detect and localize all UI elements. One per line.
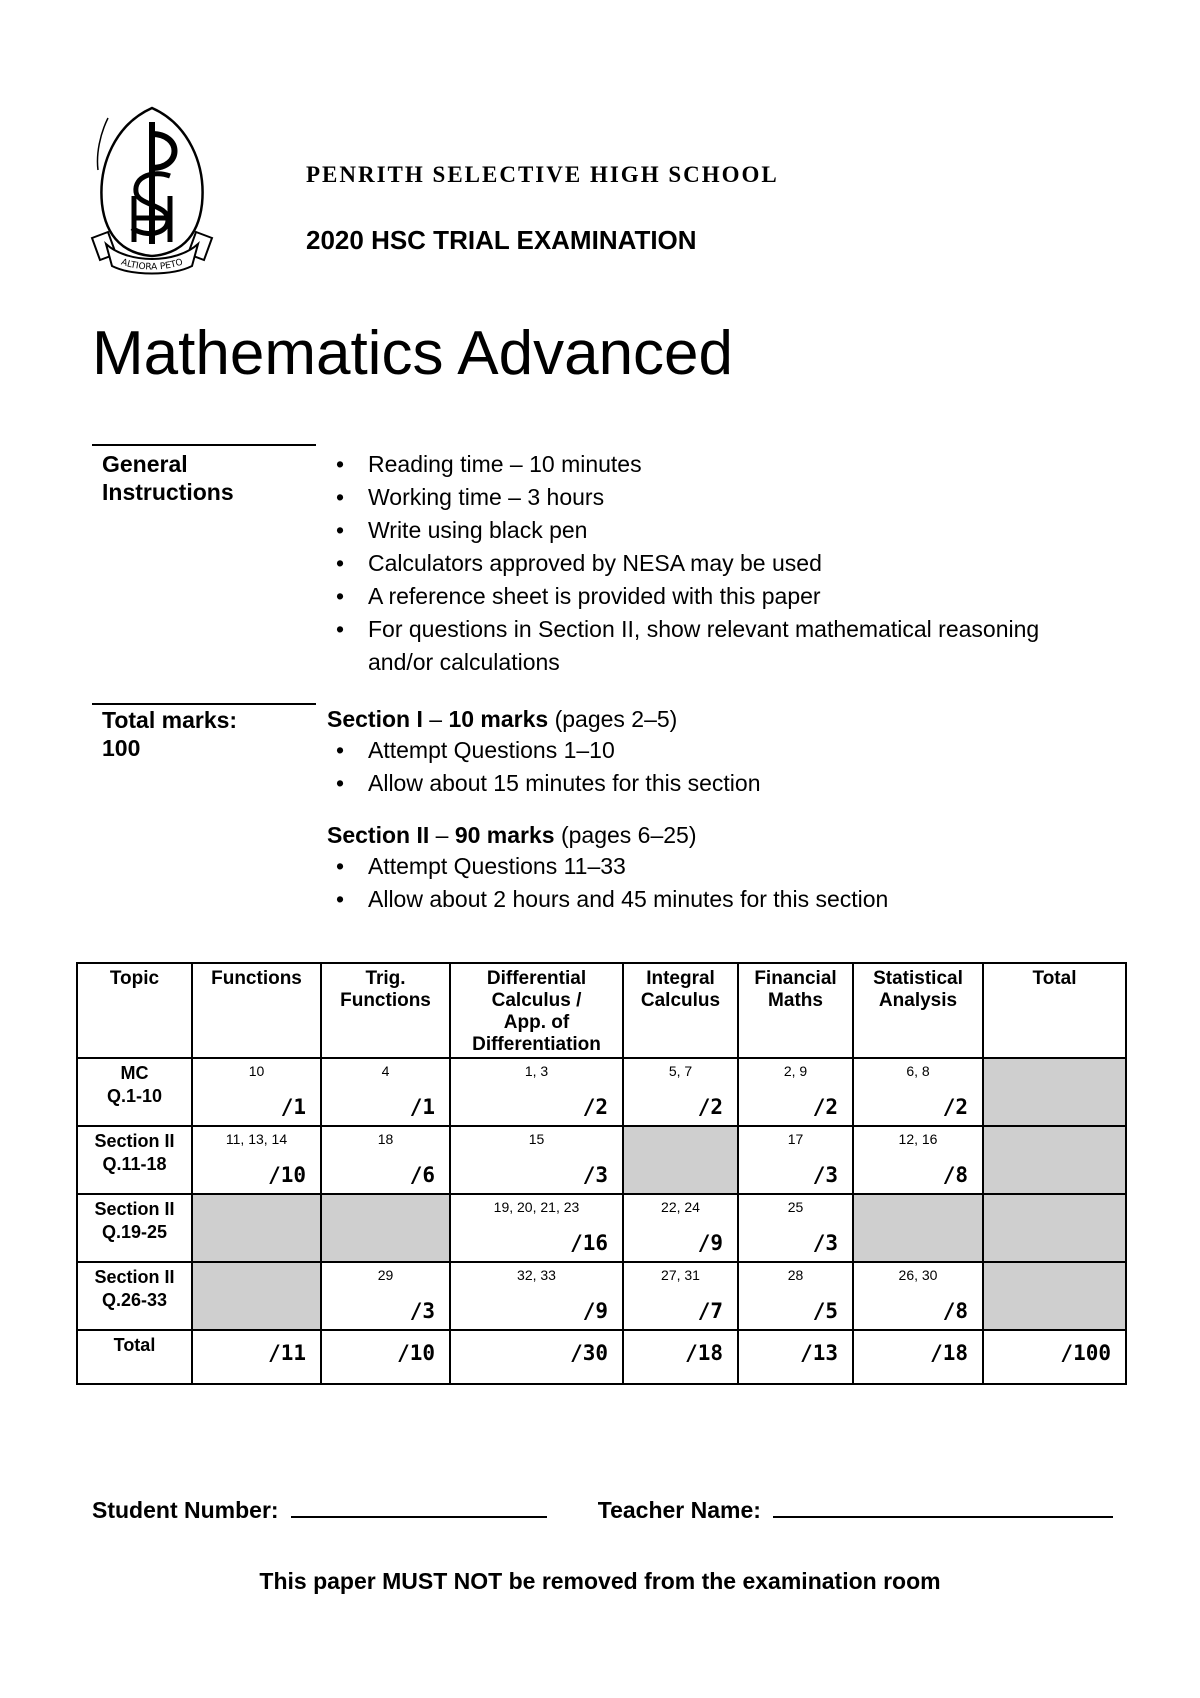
marks-value: /10 (397, 1341, 435, 1365)
shaded-cell (192, 1194, 321, 1262)
question-numbers (451, 1331, 622, 1335)
marks-value: /3 (582, 1163, 608, 1187)
question-numbers: 2, 9 (783, 1063, 808, 1079)
marks-value: /11 (268, 1341, 306, 1365)
marks-value: /8 (942, 1163, 968, 1187)
shaded-cell (983, 1194, 1126, 1262)
marks-value: /9 (697, 1231, 723, 1255)
exam-title: 2020 HSC TRIAL EXAMINATION (306, 225, 697, 255)
student-number-label: Student Number: (92, 1497, 279, 1523)
marks-cell (983, 1330, 1126, 1384)
marks-cell (450, 1194, 623, 1262)
section-1-heading: Section I – 10 marks (pages 2–5) (327, 706, 678, 732)
question-numbers: 25 (787, 1199, 804, 1215)
shaded-cell (192, 1262, 321, 1330)
question-numbers: 15 (528, 1131, 545, 1147)
instruction-item-continuation: and/or calculations (368, 649, 560, 675)
instruction-item: • Working time – 3 hours (330, 481, 1130, 514)
exam-room-notice: This paper MUST NOT be removed from the examination room (259, 1568, 941, 1594)
student-number-field[interactable] (291, 1498, 547, 1518)
marks-value: /18 (685, 1341, 723, 1365)
marks-value: /30 (570, 1341, 608, 1365)
marks-cell (321, 1126, 450, 1194)
teacher-name-label: Teacher Name: (597, 1497, 761, 1523)
question-numbers (739, 1331, 852, 1335)
column-header: Differential Calculus / App. of Differentiation (450, 963, 623, 1058)
column-header: Trig. Functions (321, 963, 450, 1058)
marks-cell (738, 1058, 853, 1126)
marks-cell (450, 1126, 623, 1194)
marks-value: /7 (697, 1299, 723, 1323)
question-numbers (984, 1331, 1125, 1335)
footer-fields (92, 1497, 1113, 1524)
marks-value: /2 (582, 1095, 608, 1119)
marks-cell (321, 1262, 450, 1330)
row-label: Section II Q.19-25 (77, 1194, 192, 1262)
marks-value: /3 (409, 1299, 435, 1323)
column-header: Financial Maths (738, 963, 853, 1058)
marks-value: /18 (930, 1341, 968, 1365)
table-row (77, 1330, 1126, 1384)
topic-marks-table (76, 962, 1127, 1385)
question-numbers (193, 1331, 320, 1335)
question-numbers: 1, 3 (524, 1063, 549, 1079)
marks-value: /2 (942, 1095, 968, 1119)
question-numbers: 10 (248, 1063, 265, 1079)
marks-value: /5 (812, 1299, 838, 1323)
marks-value: /6 (409, 1163, 435, 1187)
marks-cell (192, 1330, 321, 1384)
row-label: MC Q.1-10 (77, 1058, 192, 1126)
section-1-list (330, 734, 1130, 800)
marks-value: /9 (582, 1299, 608, 1323)
table-row (77, 1194, 1126, 1262)
marks-cell (321, 1330, 450, 1384)
marks-cell (192, 1126, 321, 1194)
marks-cell (853, 1126, 983, 1194)
marks-value: /13 (800, 1341, 838, 1365)
shaded-cell (623, 1126, 738, 1194)
subject-title: Mathematics Advanced (92, 319, 734, 388)
marks-value: /3 (812, 1163, 838, 1187)
question-numbers (854, 1331, 982, 1335)
instruction-item: • Reading time – 10 minutes (330, 448, 1130, 481)
shaded-cell (983, 1262, 1126, 1330)
marks-value: /1 (280, 1095, 306, 1119)
section-2-item: • Attempt Questions 11–33 (330, 850, 1130, 883)
column-header: Functions (192, 963, 321, 1058)
row-label: Section II Q.26-33 (77, 1262, 192, 1330)
section-1-item: • Allow about 15 minutes for this section (330, 767, 1130, 800)
marks-cell (623, 1262, 738, 1330)
school-name: PENRITH SELECTIVE HIGH SCHOOL (306, 162, 779, 187)
question-numbers: 18 (377, 1131, 394, 1147)
table-row (77, 1126, 1126, 1194)
question-numbers: 5, 7 (668, 1063, 693, 1079)
question-numbers: 19, 20, 21, 23 (493, 1199, 580, 1215)
marks-value: /16 (570, 1231, 608, 1255)
instruction-item: • Write using black pen (330, 514, 1130, 547)
marks-cell (738, 1330, 853, 1384)
marks-cell (623, 1330, 738, 1384)
marks-cell (450, 1262, 623, 1330)
shaded-cell (853, 1194, 983, 1262)
instruction-item: • For questions in Section II, show relevant mathematical reasoning (330, 613, 1130, 646)
question-numbers: 11, 13, 14 (225, 1131, 288, 1147)
school-crest-logo (88, 104, 216, 276)
question-numbers: 28 (787, 1267, 804, 1283)
question-numbers: 26, 30 (898, 1267, 938, 1283)
marks-cell (853, 1058, 983, 1126)
marks-cell (321, 1058, 450, 1126)
shaded-cell (983, 1058, 1126, 1126)
column-header: Statistical Analysis (853, 963, 983, 1058)
marks-cell (623, 1194, 738, 1262)
marks-value: /8 (942, 1299, 968, 1323)
column-header: Topic (77, 963, 192, 1058)
marks-cell (450, 1058, 623, 1126)
crest-motto: ALTIORA PETO (119, 257, 185, 273)
section-2-heading: Section II – 90 marks (pages 6–25) (327, 822, 697, 848)
section-2-item: • Allow about 2 hours and 45 minutes for this section (330, 883, 1130, 916)
marks-cell (853, 1330, 983, 1384)
question-numbers: 29 (377, 1267, 394, 1283)
marks-cell (623, 1058, 738, 1126)
instruction-item: • A reference sheet is provided with this paper (330, 580, 1130, 613)
table-header-row (77, 963, 1126, 1058)
marks-value: /3 (812, 1231, 838, 1255)
question-numbers: 32, 33 (517, 1267, 556, 1283)
shaded-cell (983, 1126, 1126, 1194)
question-numbers: 4 (381, 1063, 390, 1079)
general-instructions-list (330, 448, 1130, 679)
marks-cell (738, 1126, 853, 1194)
general-instructions-label: General Instructions (102, 451, 234, 505)
table-row (77, 1262, 1126, 1330)
marks-value: /1 (409, 1095, 435, 1119)
total-marks-rule (92, 703, 316, 705)
question-numbers: 17 (787, 1131, 804, 1147)
instruction-item: • Calculators approved by NESA may be used (330, 547, 1130, 580)
question-numbers: 22, 24 (661, 1199, 700, 1215)
column-header: Integral Calculus (623, 963, 738, 1058)
section-1-item: • Attempt Questions 1–10 (330, 734, 1130, 767)
shaded-cell (321, 1194, 450, 1262)
instructions-rule (92, 444, 316, 446)
marks-cell (450, 1330, 623, 1384)
marks-value: /100 (1060, 1341, 1111, 1365)
marks-cell (738, 1194, 853, 1262)
question-numbers (322, 1331, 449, 1335)
total-marks-value: 100 (102, 735, 141, 761)
section-2-list (330, 850, 1130, 916)
row-label: Total (77, 1330, 192, 1384)
question-numbers: 12, 16 (898, 1131, 938, 1147)
marks-cell (192, 1058, 321, 1126)
marks-cell (853, 1262, 983, 1330)
table-row (77, 1058, 1126, 1126)
marks-value: /2 (697, 1095, 723, 1119)
total-marks-label: Total marks: 100 (102, 707, 238, 761)
marks-value: /10 (268, 1163, 306, 1187)
marks-cell (738, 1262, 853, 1330)
question-numbers (624, 1331, 737, 1335)
question-numbers: 6, 8 (906, 1063, 930, 1079)
marks-value: /2 (812, 1095, 838, 1119)
teacher-name-field[interactable] (773, 1498, 1113, 1518)
column-header: Total (983, 963, 1126, 1058)
row-label: Section II Q.11-18 (77, 1126, 192, 1194)
question-numbers: 27, 31 (661, 1267, 700, 1283)
